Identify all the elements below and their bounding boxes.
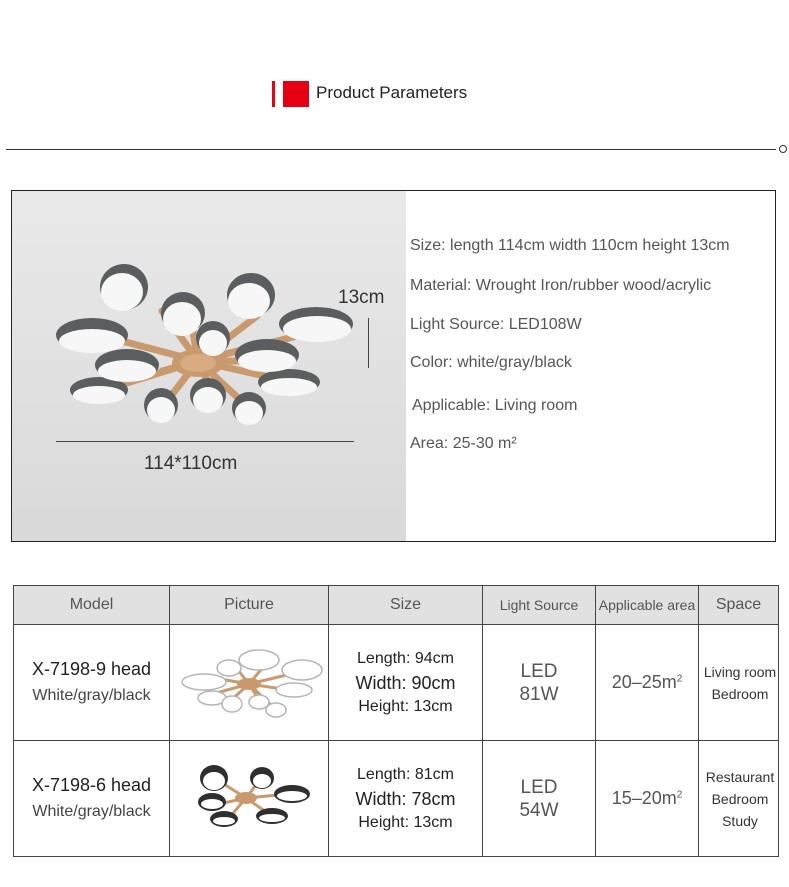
area-value: 20–25m [611,672,677,692]
section-title: Product Parameters [316,83,468,102]
header-light-source: Light Source [483,586,596,625]
light-source-cell [483,625,596,741]
height-dimension-label: 13cm [338,287,385,308]
spec-panel [11,190,776,542]
picture-cell [170,625,329,741]
product-photo [12,191,406,541]
size-length: Length: 81cm [357,765,454,783]
led-label: LED [520,776,558,798]
height-dimension-line [368,318,369,368]
table-row [14,741,779,857]
spec-applicable: Applicable: Living room [412,397,578,414]
header-divider [6,149,776,150]
header-accent-square [283,81,309,107]
spec-area: Area: 25-30 m² [410,435,517,452]
space-item: Study [722,812,758,829]
space-cell [699,741,779,857]
header-size: Size [329,586,483,625]
width-dimension-line [56,441,354,442]
header-space: Space [699,586,779,625]
size-length: Length: 94cm [357,649,454,667]
size-height: Height: 13cm [358,813,453,831]
divider-end-circle-icon [779,145,787,153]
spec-light-source: Light Source: LED108W [410,316,582,333]
led-watt: 81W [519,683,559,705]
model-cell [14,625,170,741]
header-picture: Picture [170,586,329,625]
light-source-cell [483,741,596,857]
model-name: X-7198-9 head [31,658,152,679]
area-superscript: 2 [676,673,683,685]
lamp-6-head-image [174,756,324,836]
space-item: Restaurant [705,768,775,785]
model-color: White/gray/black [32,686,151,704]
header-applicable-area: Applicable area [596,586,699,625]
space-item: Living room [703,663,777,680]
lamp-9-head-image [174,640,324,720]
size-height: Height: 13cm [358,697,453,715]
size-dimension-label: 114*110cm [144,453,238,474]
space-item: Bedroom [711,790,769,807]
header-accent-thin-bar [272,81,275,107]
size-width: Width: 78cm [355,788,456,809]
spec-color: Color: white/gray/black [410,354,572,371]
model-name: X-7198-6 head [31,774,152,795]
header-model: Model [14,586,170,625]
size-width: Width: 90cm [355,672,456,693]
spec-material: Material: Wrought Iron/rubber wood/acrylic [410,277,712,294]
space-cell [699,625,779,741]
spec-size: Size: length 114cm width 110cm height 13cm [410,237,730,254]
ceiling-lamp-image [12,191,406,541]
model-color: White/gray/black [32,802,151,820]
area-cell [596,625,699,741]
led-label: LED [520,660,558,682]
model-cell [14,741,170,857]
area-value: 15–20m [611,788,677,808]
size-cell [329,625,483,741]
space-item: Bedroom [711,685,769,702]
area-cell [596,741,699,857]
table-row [14,625,779,741]
size-cell [329,741,483,857]
area-superscript: 2 [676,789,683,801]
model-comparison-table [13,585,779,857]
led-watt: 54W [519,799,559,821]
table-header-row [14,586,779,625]
picture-cell [170,741,329,857]
